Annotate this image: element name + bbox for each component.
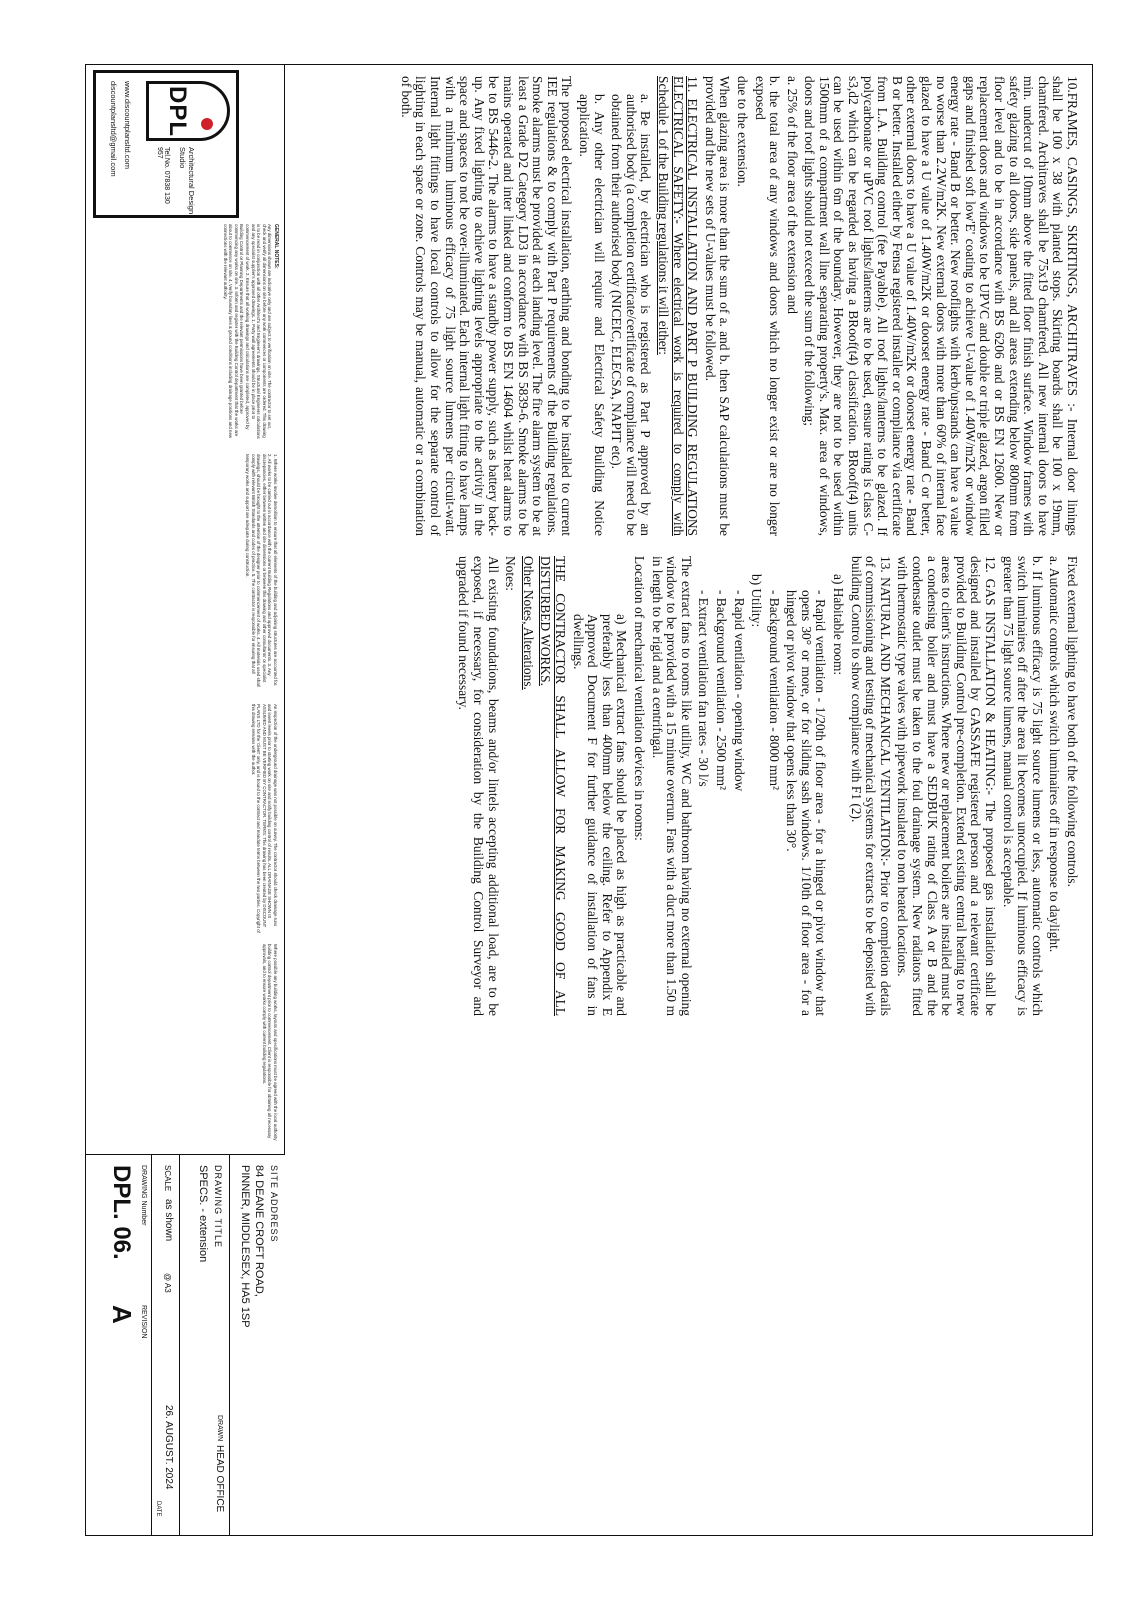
drawing-number-label: DRAWING Number bbox=[140, 1165, 147, 1226]
scale-label: SCALE bbox=[163, 1165, 172, 1192]
drawing-number: DPL. 06. bbox=[108, 1165, 135, 1260]
dpl-logo bbox=[146, 81, 230, 141]
logo-tagline: Architectural Design Studio bbox=[178, 147, 196, 215]
spec-rapid-vent-habitable: - Rapid ventilation - 1/20th of floor area - for a hinged or pivot window that opens 30° or more, or for sliding sash windows. 1/10th of floor area - for a hinged or pivot window that opens less than 30°. bbox=[784, 590, 829, 1016]
spec-background-vent-habitable: - Background ventilation - 8000 mm² bbox=[766, 590, 782, 791]
general-notes-column-3 bbox=[250, 704, 278, 934]
spec-ventilation: 13. NATURAL AND MECHANICAL VENTILATION:- Prior to completion details of commissioning and testing of mechanical systems for extracts to be deposited with building Control to show compliance with F1 (2). bbox=[848, 556, 893, 1016]
spec-rapid-vent-utility: - Rapid ventilation - opening window bbox=[731, 590, 747, 792]
site-address-label: SITE ADDRESS bbox=[269, 1165, 279, 1243]
specs-column-1 bbox=[395, 76, 1079, 536]
general-notes-column-1 bbox=[222, 224, 278, 439]
scale-date-section bbox=[151, 1155, 179, 1536]
spec-ext-lighting-a: a. Automatic controls which switch luminaires off in response to daylight. bbox=[1047, 556, 1063, 953]
spec-electrical-heading: 11. ELECTRICAL INSTALLATION AND PART P BUILDING REGULATIONS ELECTRICAL SAFETY:- Where electrical work is required to comply with Schedule 1 of the Building regulations it will either: bbox=[655, 76, 701, 536]
spec-gas-heating: 12. GAS INSTALLATION & HEATING:- The proposed gas installation shall be designed and installed by GASSAFE registered person and a relevant certificate provided to Building Control pre-completion. Extend existing central heating to new areas to client's instructions. Where new or replacement boilers are installed must be a condensing boiler and must have a SEDBUK rating of Class A or B and the condensate outlet must be taken to the foul drainage system. New radiators fitted with thermostatic type valves with pipework insulated to non heated locations. bbox=[895, 556, 999, 1016]
spec-glazing-a: a. 25% of the floor area of the extension and bbox=[784, 76, 800, 314]
general-notes-text-1: Any dimensions shown are indicative only and are subject to verification on site. The contractor to set out, check and verify all dimensions on site before any work commences or components are ordered. This drawing is to be read in conjunction with all other Architect's and Engineer's drawings, Structural Engineers calculations and any specialist supplier's approved drawings. 1. Party wall agreements should be in place prior to commencement of work. 2. Ensure that all working drawings and calculations are completed, approved by Building Control or Planning Departments and the relevant permissions have been granted before commencing any works on site. 3. Inform and register with the Building Control department that the works are about to commence on site. 4. Verify boundary lines & ground conditions including drainage positions and new connections with the relevant authority. bbox=[222, 224, 273, 439]
specs-column-2 bbox=[453, 556, 1079, 1016]
drawing-title-label: DRAWING TITLE bbox=[213, 1165, 223, 1249]
general-notes-strip bbox=[85, 64, 285, 1154]
spec-electrical-b: b. Any other electrician will require and Electrical Safety Building Notice application. bbox=[577, 94, 607, 536]
site-address-line-1: 84 DEANE CROFT ROAD, bbox=[253, 1165, 265, 1297]
company-logo-box bbox=[93, 70, 239, 218]
spec-glazing-b: b. the total area of any windows and doors which no longer exist or are no longer exposed bbox=[752, 76, 783, 536]
spec-contractor-making-good: THE CONTRACTOR SHALL ALLOW FOR MAKING GOOD OF ALL DISTURBED WORKS. bbox=[538, 556, 568, 1016]
scale-value: as shown bbox=[163, 1199, 174, 1242]
logo-web: www.discountplansltd.com bbox=[123, 81, 132, 169]
site-address-line-2: PINNER, MIDDLESEX, HA5 1SP bbox=[239, 1165, 251, 1328]
spec-electrical-installation: The proposed electrical installation, earthing and bonding to be installed to current IEE regulations & to comply with Part P requirements of the Building regulations. Smoke alarms must be provided at each landing level. The fire alarm system to be at least a Grade D2 Category LD3 in accordance with BS 5839-6. Smoke alarms to be mains operated and inter linked and conform to BS EN 14604 whilst heat alarms to be to BS 5446-2. The alarms to have a standby power supply, such as battery back-up. Any fixed lighting to achieve lighting levels appropriate to the activity in the space and spaces to not be over-illuminated. Each internal light fitting to have lamps with a minimum luminous efficacy of 75 light source lumens per circuit-watt. Internal light fittings to have local controls to allow for the separate control of lighting in each space or zone. Controls may be manual, automatic or a combination of both. bbox=[398, 76, 575, 536]
spec-ext-lighting-b: b. If luminous efficacy is 75 light source lumens or less, automatic controls which switch luminaires off after the area lit becomes unoccupied. If luminous efficacy is greater than 75 light source lumens, manual control is acceptable. bbox=[1000, 556, 1045, 1016]
spec-glazing-c: due to the extension. bbox=[734, 76, 750, 187]
spec-existing-foundations: All existing foundations, beams and/or lintels accepting additional load, are to be exposed, if necessary, for consideration by the Building Control Surveyor and upgraded if found necessary. bbox=[456, 556, 501, 1016]
sheet-size: @ A3 bbox=[163, 1273, 172, 1293]
revision-label: REVISION bbox=[140, 1305, 147, 1339]
spec-mechanical-extract: a) Mechanical extract fans should be placed as high as practicable and preferably less than 400mm below the ceiling. Refer to Appendix E Approved Document F for further guidance of installation of fans in dwellings. bbox=[570, 614, 630, 1016]
spec-extract-fan-rates: - Extract ventilation fan rates - 30 l/s bbox=[696, 590, 712, 787]
drawing-title-section bbox=[179, 1155, 229, 1536]
logo-tel: Tel.No. 07838 130 957 bbox=[156, 147, 170, 204]
spec-utility: b) Utility: bbox=[749, 574, 765, 628]
drawn-label: DRAWN bbox=[216, 1415, 223, 1442]
title-block bbox=[85, 1154, 285, 1536]
drawing-number-section bbox=[85, 1155, 151, 1536]
logo-red-dot bbox=[201, 118, 213, 130]
site-address-section bbox=[229, 1155, 285, 1536]
spec-frames-casings: 10.FRAMES, CASINGS, SKIRTINGS, ARCHITRAVES :- Internal door linings shall be 100 x 38 with planted stops. Skirting boards shall be 100 x 19mm, chamfered. Architraves shall be 75x19 chamfered. All new internal doors to have min. undercut of 10mm above the fitted floor finish surface. Window frames with safety glazing to all doors, side panels, and all areas extending below 800mm from floor level and to be in accordance with BS 6206 and or BS EN 12600. New or replacement doors and windows to be UPVC and double or triple glazed, argon filled gaps and finished soft low'E' coating to achieve U-value of 1.40W/m2K or window energy rate - Band B or better. New rooflights with kerb/upstands can have a value no worse than 2.2W/m2K. New external doors with more than 60% of internal face glazed to have a U value of 1.40W/m2K or doorset energy rate - Band C or better, other external doors to have a U value of 1.40W/m2K or doorset energy rate - Band B or better. Installed either by Fensa registered installer or compliance via certificate from L.A. Building control (fee Payable). All roof lights/lanterns to be glazed. If polycarbonate or uPVC roof lights/lanterns are to be used, ensure rating is class C-s3,d2 which can be regarded as having a BRoof(t4) classification. BRoof(t4) units can be used within 6m of the boundary. However, they are not to be used within 1500mm of a compartment wall line separating property's. Max. area of windows, doors and roof lights should not exceed the sum of the following; bbox=[802, 76, 1080, 536]
spec-extract-fans: The extract fans to rooms like utility, WC and bathroom having no external opening window to be provided with a 15 minute overrun. Fans with a duct more than 1.50 m in length to be rigid and a centrifugal. bbox=[649, 556, 694, 1016]
general-notes-title: GENERAL NOTES: bbox=[273, 224, 279, 269]
general-notes-column-4 bbox=[261, 944, 278, 1144]
logo-email: discountplansltd@gmail.com bbox=[109, 81, 118, 177]
general-notes-column-2 bbox=[244, 454, 278, 689]
drawn-value: HEAD OFFICE bbox=[214, 1445, 225, 1513]
spec-electrical-a: a. Be installed, by electrician who is registered as Part P approved by an authorised body (a completion certificate/certificate of compliance will need to be obtained from their authorised body (NICEIC, ELECSA, NAPIT etc). bbox=[609, 94, 654, 536]
drawing-title: SPECS. - extension bbox=[197, 1165, 209, 1263]
spec-location-devices: Location of mechanical ventilation devices in rooms: bbox=[631, 556, 647, 841]
rotated-drawing-canvas bbox=[85, 64, 1093, 1536]
spec-habitable-room: a) Habitable room: bbox=[831, 574, 847, 676]
general-notes-text-2: 1. Where works involve demolition to ensure that all elements of the building and adjoining structures are accounted for. 2. All works to be carried out in accordance with the current Building Regulations and approved documents. 3. Any discrepancies, either between written and site dimensions or between this drawing and other consultants' or specialist drawings, should be brought to the attention of the designer prior to commencement of works. 4. All materials used shall comply with relevant British Standards and codes of practice. 5. The contractor is responsible for ensuring that all temporary works and support are adequate during construction. bbox=[245, 454, 278, 687]
spec-notes-label: Notes: bbox=[503, 556, 519, 591]
spec-ext-lighting: Fixed external lighting to have both of the following controls. bbox=[1065, 556, 1080, 887]
logo-mark: DPL bbox=[164, 86, 191, 137]
date-value: 26. AUGUST. 2024 bbox=[163, 1405, 174, 1490]
general-notes-text-3: An inspection of the underground drainage was not possible on survey. The contractor should check drainage runs and invert levels prior to starting work on site and notify building control of results. ALL DRAINAGE SHOWN IS ASSUMED AND MUST BE VERIFIED BY CONTRACTOR. TERMS: This drawing has been created by DISCOUNT PLANS LTD for the 'client' only, and is bound to the contract and mandate terms between the two parties. Copyright of this drawing remains with the author. bbox=[250, 704, 278, 933]
date-label: DATE bbox=[155, 1501, 161, 1517]
revision-value: A bbox=[107, 1305, 137, 1324]
general-notes-text-4: Where possible any building works, layouts and specifications must be agreed with the local authority building control department prior to commencement. Client is responsible for obtaining all necessary approvals, and to ensure works comply with current building regulations. bbox=[261, 944, 278, 1141]
spec-background-vent-utility: - Background ventilation - 2500 mm² bbox=[713, 590, 729, 791]
spec-other-notes: Other Notes, Alterations. bbox=[520, 556, 536, 690]
spec-glazing-sap: When glazing area is more than the sum of a. and b. then SAP calculations must be provided and the new sets of U-values must be followed. bbox=[702, 76, 733, 536]
